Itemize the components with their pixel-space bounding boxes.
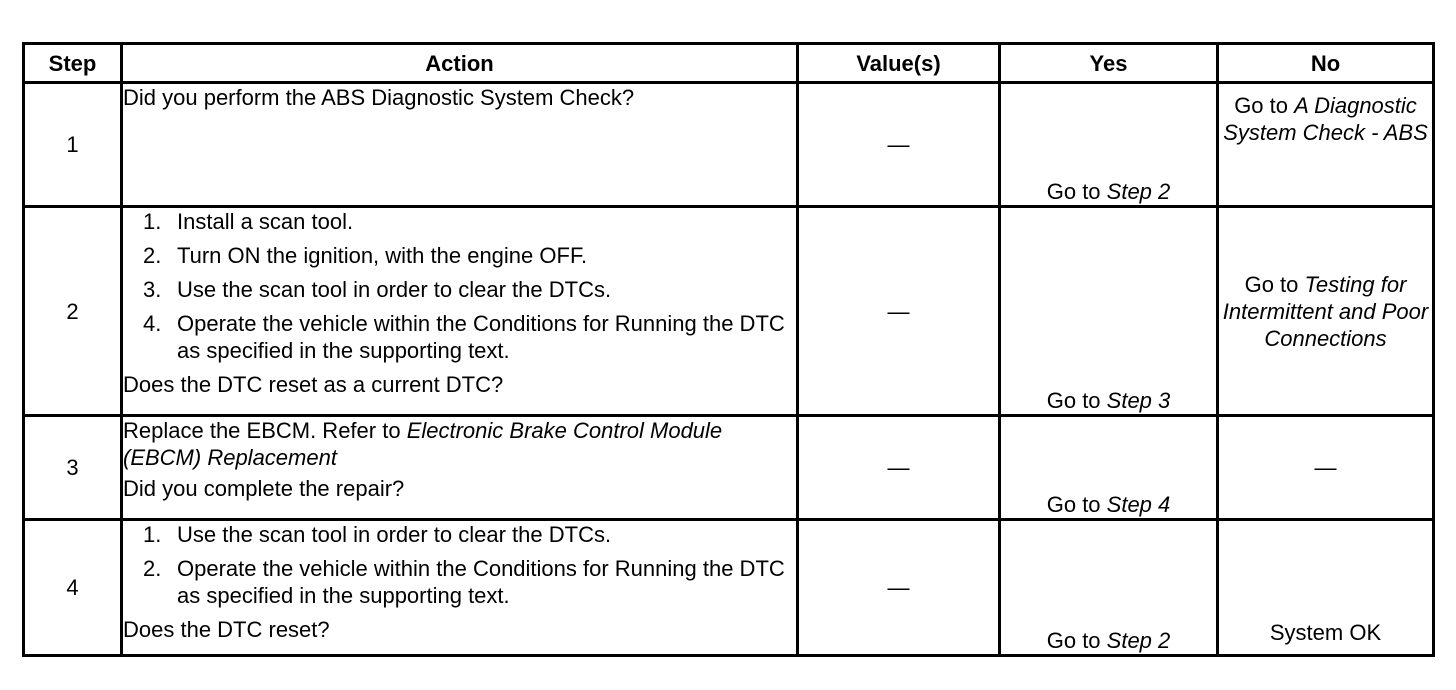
item-number: 3. <box>143 277 162 302</box>
table-row <box>24 83 1434 207</box>
value-dash: — <box>887 575 910 600</box>
item-text: Turn ON the ignition, with the engine OFF. <box>177 243 588 268</box>
value-cell <box>798 416 1000 520</box>
no-cell <box>1218 416 1434 520</box>
no-result: System OK <box>1269 620 1382 645</box>
yes-cell <box>1000 207 1218 416</box>
yes-cell <box>1000 83 1218 207</box>
item-number: 2. <box>143 243 162 268</box>
header-row <box>24 44 1434 83</box>
list-item <box>123 555 796 609</box>
step-number: 4 <box>24 520 122 656</box>
list-item <box>123 521 796 548</box>
yes-prefix: Go to <box>1046 492 1107 517</box>
action-question: Does the DTC reset? <box>123 617 330 642</box>
no-prefix: Go to <box>1234 93 1295 118</box>
action-cell <box>122 416 798 520</box>
no-cell <box>1218 207 1434 416</box>
yes-prefix: Go to <box>1046 628 1107 653</box>
item-text: Install a scan tool. <box>177 209 354 234</box>
action-cell <box>122 83 798 207</box>
yes-prefix: Go to <box>1046 179 1107 204</box>
table-row <box>24 207 1434 416</box>
item-text: Operate the vehicle within the Conditions for Running the DTC as specified in the supporting text. <box>177 556 785 608</box>
no-cell <box>1218 520 1434 656</box>
action-text <box>123 417 796 471</box>
yes-link[interactable]: Step 2 <box>1106 628 1171 653</box>
yes-link[interactable]: Step 4 <box>1106 492 1171 517</box>
item-number: 1. <box>143 209 162 234</box>
item-number: 4. <box>143 311 162 336</box>
action-cell <box>122 520 798 656</box>
no-link[interactable]: A Diagnostic System Check - ABS <box>1223 93 1428 145</box>
header-action: Action <box>122 44 798 83</box>
list-item <box>123 208 796 235</box>
item-text: Operate the vehicle within the Conditions for Running the DTC as specified in the supporting text. <box>177 311 785 363</box>
action-question: Did you perform the ABS Diagnostic System Check? <box>123 85 635 110</box>
step-number: 2 <box>24 207 122 416</box>
step-number: 1 <box>24 83 122 207</box>
list-item <box>123 276 796 303</box>
no-dash: — <box>1314 455 1337 480</box>
header-values: Value(s) <box>798 44 1000 83</box>
no-prefix: Go to <box>1244 271 1305 297</box>
value-cell <box>798 520 1000 656</box>
list-item <box>123 310 796 364</box>
table-row <box>24 520 1434 656</box>
value-dash: — <box>887 455 910 480</box>
value-dash: — <box>887 298 910 324</box>
item-number: 2. <box>143 556 162 581</box>
item-number: 1. <box>143 522 162 547</box>
value-cell <box>798 207 1000 416</box>
value-cell <box>798 83 1000 207</box>
yes-link[interactable]: Step 2 <box>1106 179 1171 204</box>
yes-cell <box>1000 520 1218 656</box>
yes-prefix: Go to <box>1046 388 1107 413</box>
no-link[interactable]: Testing for Intermittent and Poor Connections <box>1222 271 1429 351</box>
no-cell <box>1218 83 1434 207</box>
yes-link[interactable]: Step 3 <box>1106 388 1171 413</box>
header-no: No <box>1218 44 1434 83</box>
header-step: Step <box>24 44 122 83</box>
table-row <box>24 416 1434 520</box>
yes-cell <box>1000 416 1218 520</box>
item-text: Use the scan tool in order to clear the DTCs. <box>177 522 612 547</box>
action-text-prefix: Replace the EBCM. Refer to <box>123 418 407 443</box>
list-item <box>123 242 796 269</box>
header-yes: Yes <box>1000 44 1218 83</box>
action-steps-list <box>123 208 796 364</box>
diagnostic-table <box>22 42 1435 657</box>
step-number: 3 <box>24 416 122 520</box>
item-text: Use the scan tool in order to clear the DTCs. <box>177 277 612 302</box>
action-question: Does the DTC reset as a current DTC? <box>123 372 504 397</box>
action-link[interactable]: Electronic Brake Control Module (EBCM) Replacement <box>123 418 723 470</box>
action-cell <box>122 207 798 416</box>
action-steps-list <box>123 521 796 609</box>
action-question: Did you complete the repair? <box>123 476 405 501</box>
value-dash: — <box>887 132 910 157</box>
